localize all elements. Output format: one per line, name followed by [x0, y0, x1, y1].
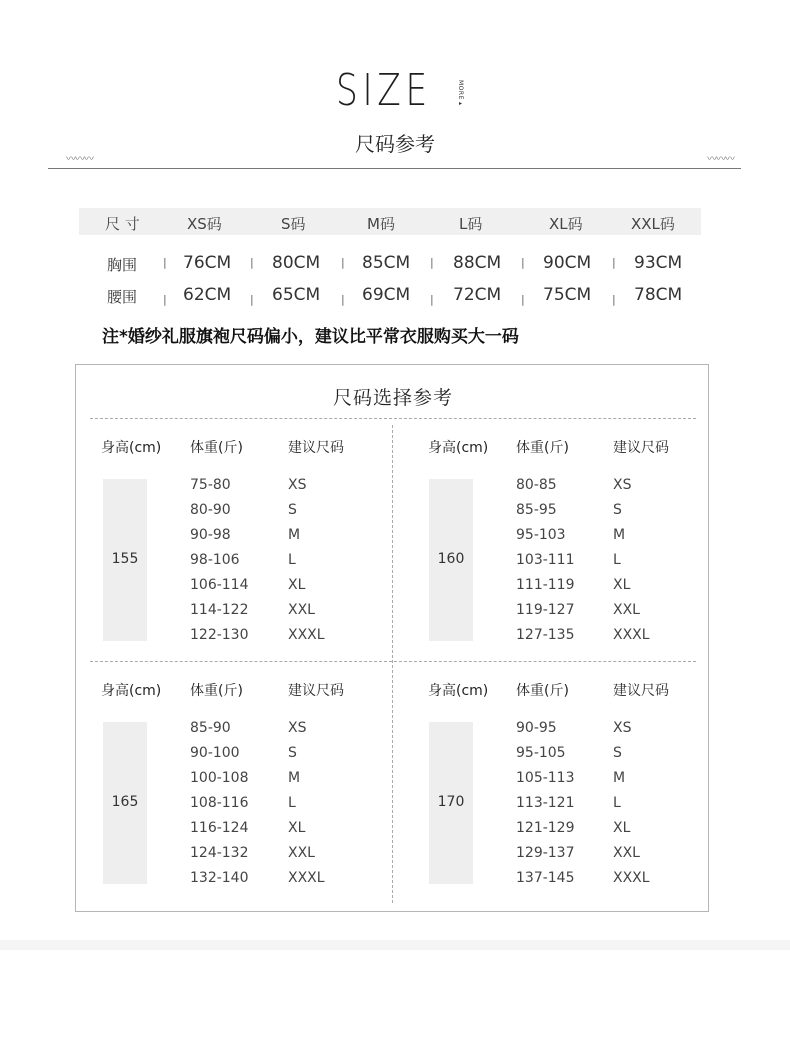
size-value: S	[288, 745, 297, 761]
guide-block-155	[101, 437, 417, 677]
height-value: 160	[437, 551, 465, 567]
separator: |	[163, 256, 167, 269]
guide-block-160	[428, 437, 744, 677]
size-value: M	[288, 770, 301, 786]
col-header-height: 身高(cm)	[428, 683, 489, 699]
weight-range: 114-122	[190, 602, 249, 618]
header-cell-xs: XS码	[187, 215, 222, 233]
size-value: XXXL	[613, 627, 650, 643]
height-value: 155	[111, 551, 139, 567]
bottom-band	[0, 940, 790, 950]
row-label-waist: 腰围	[107, 288, 138, 306]
col-header-size: 建议尺码	[613, 683, 669, 699]
weight-range: 95-103	[516, 527, 566, 543]
separator: |	[612, 256, 616, 269]
weight-range: 132-140	[190, 870, 249, 886]
waist-xl: 75CM	[543, 285, 592, 305]
size-value: XXL	[288, 602, 315, 618]
weight-range: 108-116	[190, 795, 249, 811]
header-cell-l: L码	[459, 215, 483, 233]
weight-range: 95-105	[516, 745, 566, 761]
separator: |	[250, 256, 254, 269]
size-value: XS	[613, 477, 632, 493]
col-header-weight: 体重(斤)	[516, 440, 569, 456]
separator: |	[612, 293, 616, 306]
size-value: L	[613, 552, 621, 568]
weight-range: 105-113	[516, 770, 575, 786]
weight-range: 90-95	[516, 720, 557, 736]
col-header-size: 建议尺码	[288, 683, 344, 699]
separator: |	[250, 293, 254, 306]
chest-m: 85CM	[362, 253, 411, 273]
size-value: L	[288, 552, 296, 568]
size-note: 注*婚纱礼服旗袍尺码偏小，建议比平常衣服购买大一码	[102, 327, 519, 347]
weight-range: 129-137	[516, 845, 575, 861]
size-value: M	[288, 527, 301, 543]
guide-block-165	[101, 680, 417, 920]
header-cell-s: S码	[281, 215, 306, 233]
separator: |	[521, 256, 525, 269]
waist-xs: 62CM	[183, 285, 232, 305]
size-value: L	[613, 795, 621, 811]
size-value: XL	[613, 577, 631, 593]
chest-s: 80CM	[272, 253, 321, 273]
weight-range: 106-114	[190, 577, 249, 593]
page-subtitle: 尺码参考	[355, 132, 435, 156]
col-header-height: 身高(cm)	[101, 440, 162, 456]
weight-range: 90-100	[190, 745, 240, 761]
weight-range: 137-145	[516, 870, 575, 886]
size-value: S	[613, 745, 622, 761]
weight-range: 111-119	[516, 577, 575, 593]
weight-range: 85-90	[190, 720, 231, 736]
weight-range: 121-129	[516, 820, 575, 836]
size-value: XXXL	[613, 870, 650, 886]
weight-range: 98-106	[190, 552, 240, 568]
waist-s: 65CM	[272, 285, 321, 305]
header-divider	[48, 168, 741, 169]
size-value: XXL	[613, 845, 640, 861]
col-header-weight: 体重(斤)	[190, 440, 243, 456]
weight-range: 85-95	[516, 502, 557, 518]
header-cell-xxl: XXL码	[631, 215, 675, 233]
chest-xs: 76CM	[183, 253, 232, 273]
size-value: S	[613, 502, 622, 518]
header-cell-size: 尺 寸	[105, 215, 140, 233]
col-header-size: 建议尺码	[613, 440, 669, 456]
separator: |	[430, 256, 434, 269]
weight-range: 119-127	[516, 602, 575, 618]
col-header-size: 建议尺码	[288, 440, 344, 456]
height-value: 170	[437, 794, 465, 810]
size-value: S	[288, 502, 297, 518]
separator: |	[521, 293, 525, 306]
guide-title: 尺码选择参考	[332, 387, 453, 409]
weight-range: 103-111	[516, 552, 575, 568]
weight-range: 124-132	[190, 845, 249, 861]
logo-word: SIZE	[336, 65, 432, 116]
size-value: XS	[288, 477, 307, 493]
size-table-header	[79, 208, 701, 235]
size-value: XXXL	[288, 870, 325, 886]
chest-xxl: 93CM	[634, 253, 683, 273]
row-label-chest: 胸围	[107, 256, 138, 274]
weight-range: 80-85	[516, 477, 557, 493]
chest-l: 88CM	[453, 253, 502, 273]
logo-more-text: MORE▸	[457, 80, 464, 108]
size-value: XXXL	[288, 627, 325, 643]
size-value: L	[288, 795, 296, 811]
height-value: 165	[111, 794, 139, 810]
size-value: XXL	[613, 602, 640, 618]
col-header-height: 身高(cm)	[101, 683, 162, 699]
weight-range: 80-90	[190, 502, 231, 518]
size-value: XL	[288, 577, 306, 593]
size-value: XL	[613, 820, 631, 836]
squiggle-left-ornament: 〰〰〰	[66, 154, 93, 165]
size-value: M	[613, 527, 626, 543]
size-value: XS	[613, 720, 632, 736]
separator: |	[341, 256, 345, 269]
size-value: XS	[288, 720, 307, 736]
header-cell-xl: XL码	[549, 215, 583, 233]
weight-range: 113-121	[516, 795, 575, 811]
col-header-height: 身高(cm)	[428, 440, 489, 456]
weight-range: 90-98	[190, 527, 231, 543]
separator: |	[341, 293, 345, 306]
size-value: XL	[288, 820, 306, 836]
weight-range: 100-108	[190, 770, 249, 786]
chest-xl: 90CM	[543, 253, 592, 273]
weight-range: 116-124	[190, 820, 249, 836]
guide-block-170	[428, 680, 744, 920]
waist-l: 72CM	[453, 285, 502, 305]
col-header-weight: 体重(斤)	[516, 683, 569, 699]
dashed-divider	[90, 418, 696, 419]
size-guide-box	[75, 364, 709, 912]
waist-xxl: 78CM	[634, 285, 683, 305]
weight-range: 122-130	[190, 627, 249, 643]
waist-m: 69CM	[362, 285, 411, 305]
col-header-weight: 体重(斤)	[190, 683, 243, 699]
weight-range: 75-80	[190, 477, 231, 493]
squiggle-right-ornament: 〰〰〰	[707, 154, 734, 165]
size-value: M	[613, 770, 626, 786]
header-cell-m: M码	[367, 215, 395, 233]
weight-range: 127-135	[516, 627, 575, 643]
separator: |	[430, 293, 434, 306]
size-value: XXL	[288, 845, 315, 861]
separator: |	[163, 293, 167, 306]
size-logo	[336, 65, 464, 116]
